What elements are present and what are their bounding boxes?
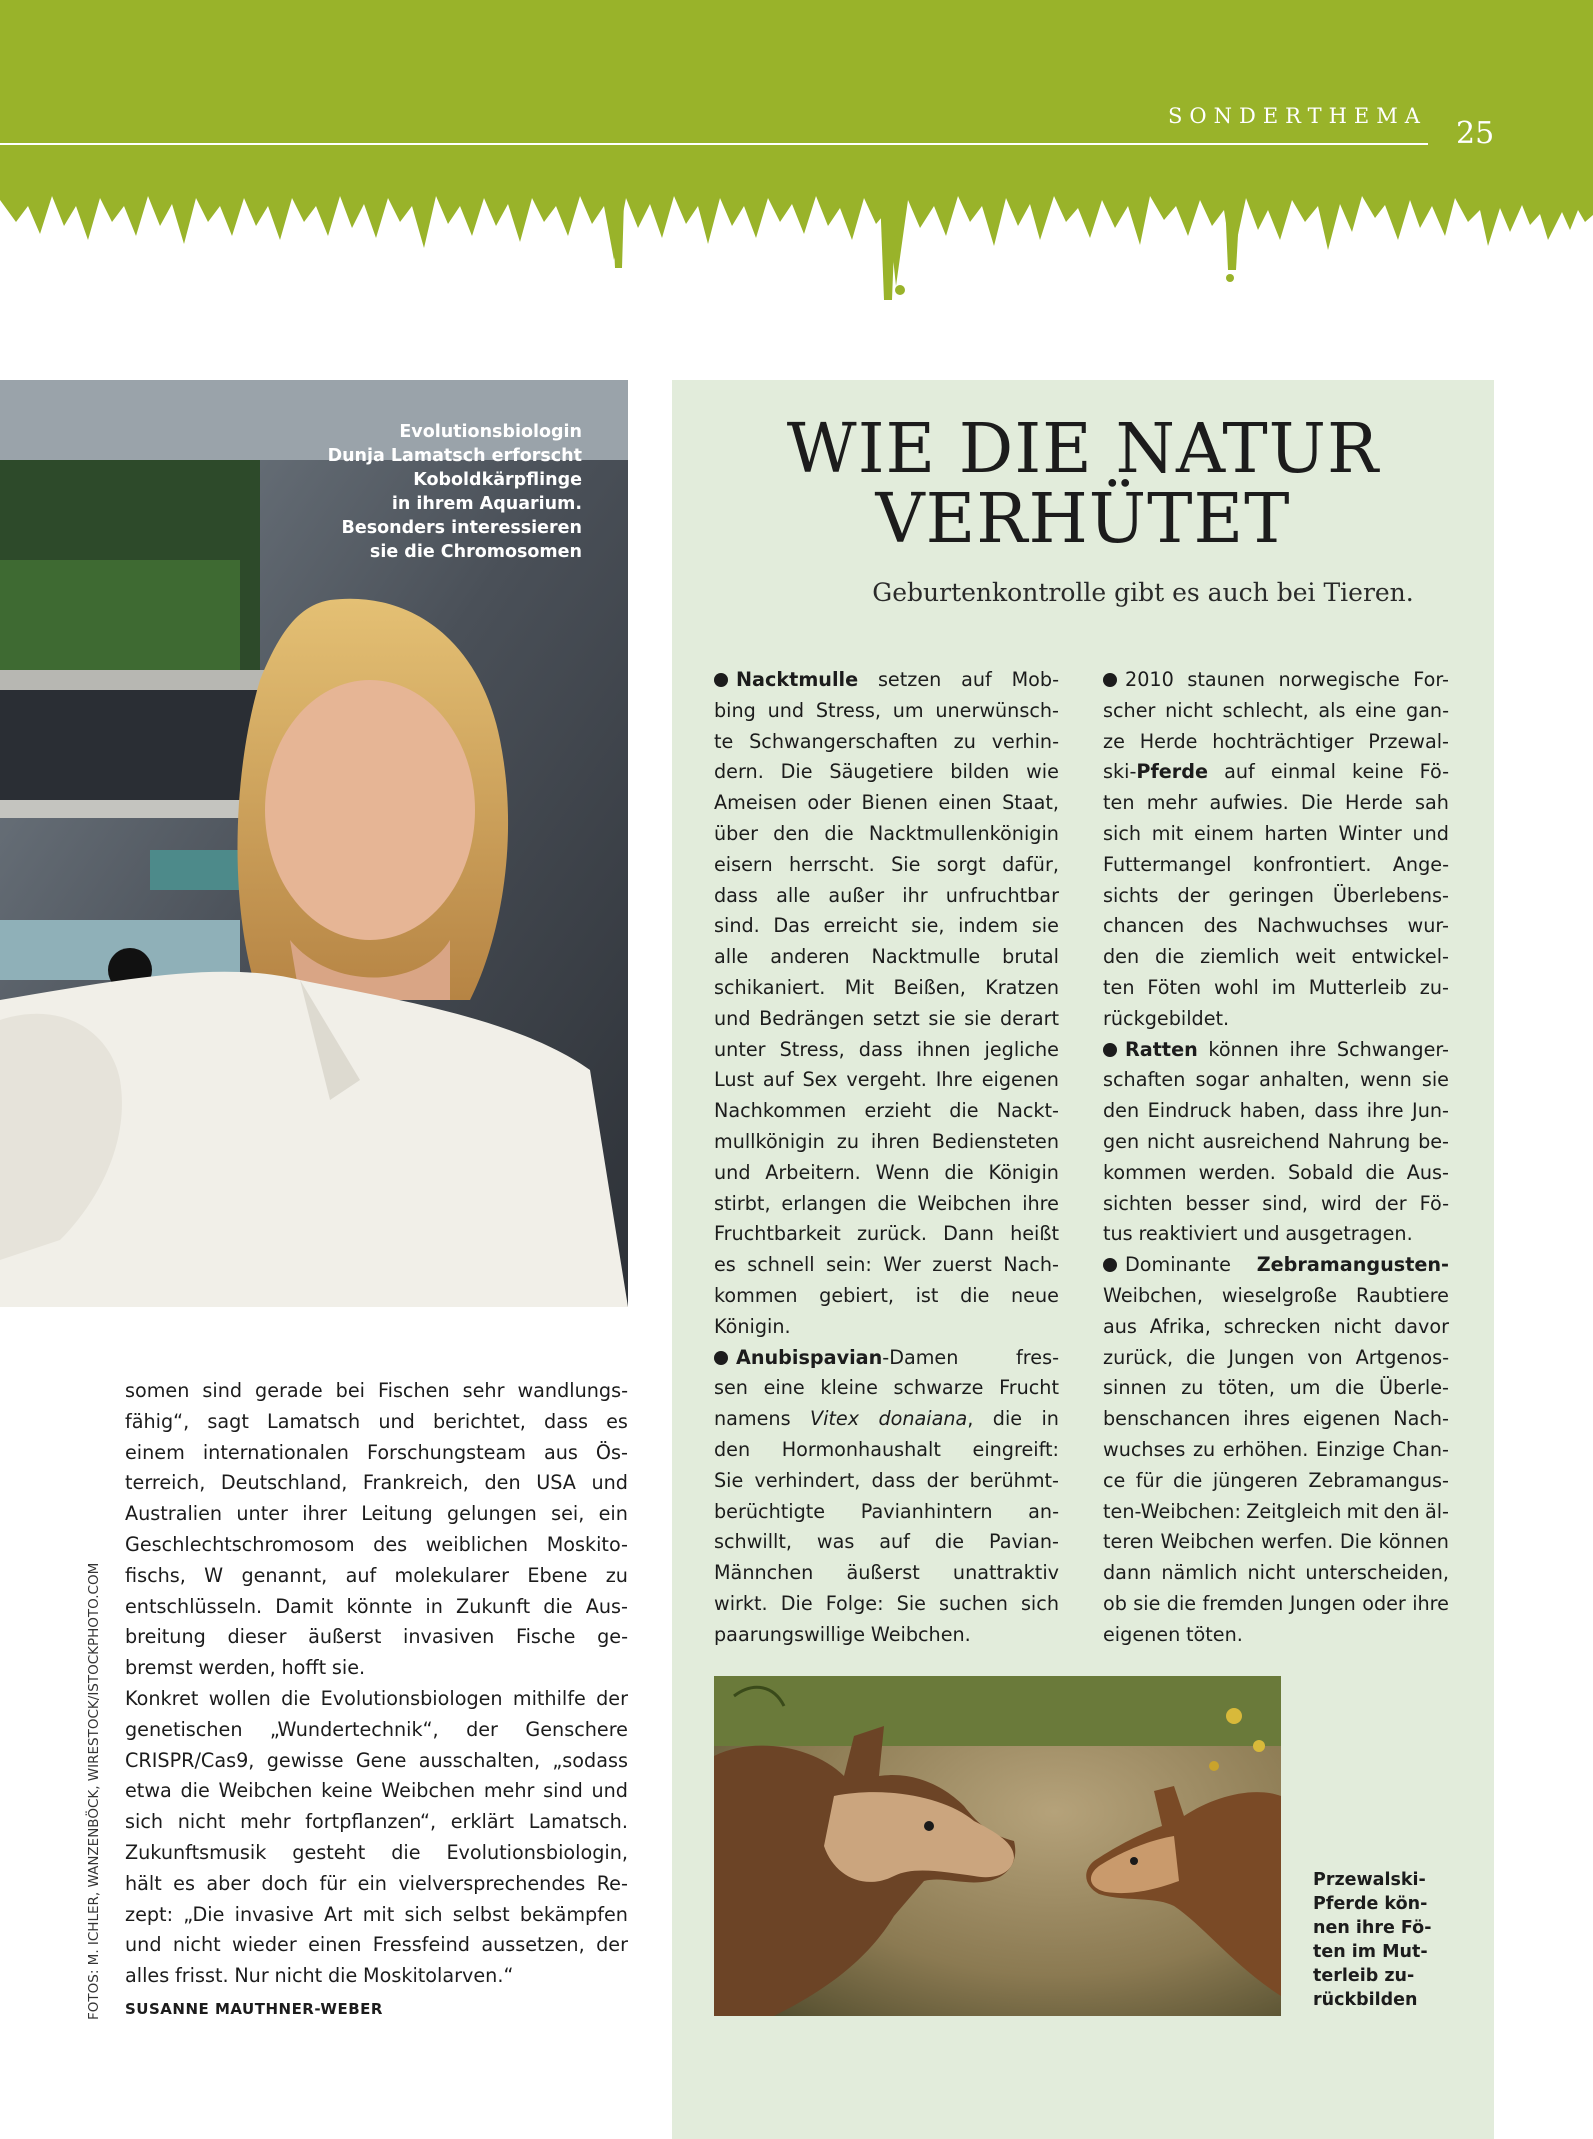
box-title (672, 410, 1494, 559)
text-line: bremst werden, hofft sie. (125, 1656, 366, 1680)
text-line (1103, 1250, 1449, 1281)
text-line: Lust auf Sex vergeht. Ihre eigenen (714, 1068, 1059, 1092)
text-line: und Arbeitern. Wenn die Königin (714, 1160, 1059, 1184)
text-line: mullkönigin zu ihren Bediensteten (714, 1129, 1059, 1153)
text-line: alle anderen Nacktmulle brutal (714, 945, 1059, 969)
text-line: tus reaktiviert und ausgetragen. (1103, 1222, 1413, 1246)
text-line: und Bedrängen setzt sie sie derart (714, 1006, 1059, 1030)
text-line: ten mehr aufwies. Die Herde sah (1103, 791, 1449, 815)
text-line: Futtermangel konfrontiert. Ange- (1103, 852, 1449, 876)
text-line: te Schwangerschaften zu verhin- (714, 729, 1059, 753)
bullet-dot (1103, 1035, 1198, 1066)
text-line: CRISPR/Cas9, gewisse Gene ausschalten, „sodass (125, 1748, 628, 1772)
text-line: dern. Die Säugetiere bilden wie (714, 760, 1059, 784)
text-line: sind. Das erreicht sie, indem sie (714, 914, 1059, 938)
text-line: terreich, Deutschland, Frankreich, den USA und (125, 1471, 628, 1495)
text-line: Nachkommen erzieht die Nackt- (714, 1099, 1059, 1123)
bullet-dot (714, 665, 858, 696)
text-line: chancen des Nachwuchses wur- (1103, 914, 1449, 938)
keyword: Zebramangusten- (1256, 1253, 1449, 1277)
author-byline: SUSANNE MAUTHNER-WEBER (125, 2000, 383, 2018)
box-column-1 (714, 665, 1059, 1651)
text-line: ce für die jüngeren Zebramangus- (1103, 1468, 1449, 1492)
section-label: SONDERTHEMA (1168, 104, 1427, 128)
text-line: fähig“, sagt Lamatsch und berichtet, dass es (125, 1409, 628, 1433)
bullet-dot: Dominante (1103, 1250, 1231, 1281)
header-band (0, 0, 1593, 330)
text-line: 2010 staunen norwegische For- (1103, 665, 1449, 696)
text-line: wirkt. Die Folge: Sie suchen sich (714, 1591, 1059, 1615)
text-line: ob sie die fremden Jungen oder ihre (1103, 1591, 1449, 1615)
grass-band-graphic (0, 0, 1593, 330)
text-line: dann nämlich nicht unterscheiden, (1103, 1561, 1449, 1585)
bullet-dot: 2010 (1103, 665, 1174, 696)
caption-line: Dunja Lamatsch erforscht (327, 446, 582, 466)
text-line: und nicht wieder einen Fressfeind aussetzen, der (125, 1933, 628, 1957)
text-line: ze Herde hochträchtiger Przewal- (1103, 729, 1449, 753)
article-left-column (125, 1376, 628, 1992)
text-line: aus Afrika, schrecken nicht davor (1103, 1314, 1449, 1338)
page-number: 25 (1456, 116, 1495, 151)
text-line: ten Föten wohl im Mutterleib zu- (1103, 975, 1449, 999)
text-line: den Hormonhaushalt eingreift: (714, 1437, 1059, 1461)
text-line: es schnell sein: Wer zuerst Nach- (714, 1253, 1059, 1277)
text-line: etwa die Weibchen keine Weibchen mehr sind und (125, 1779, 628, 1803)
horse-caption (1313, 1868, 1432, 2012)
caption-line: nen ihre Fö- (1313, 1918, 1432, 1938)
photo-credits: FOTOS: M. ICHLER, WANZENBÖCK, WIRESTOCK/ISTOCKPHOTO.COM (86, 1562, 102, 2020)
caption-line: terleib zu- (1313, 1966, 1415, 1986)
caption-line: Przewalski- (1313, 1870, 1426, 1890)
text-line: hält es aber doch für ein vielversprechendes Re- (125, 1871, 628, 1895)
text-line: schwillt, was auf die Pavian- (714, 1530, 1059, 1554)
caption-line: Pferde kön- (1313, 1894, 1428, 1914)
text-line: Ameisen oder Bienen einen Staat, (714, 791, 1059, 815)
text-line: den die ziemlich weit entwickel- (1103, 945, 1449, 969)
text-line: Sie verhindert, dass der berühmt- (714, 1468, 1059, 1492)
text-line: sichten besser sind, wird der Fö- (1103, 1191, 1449, 1215)
text-line: ski-Pferde auf einmal keine Fö- (1103, 760, 1449, 784)
text-line: den Eindruck haben, dass ihre Jun- (1103, 1099, 1449, 1123)
text-line: Geschlechtschromosom des weiblichen Moskito- (125, 1532, 628, 1556)
bullet-dot: Anubispavian-Damen (714, 1343, 958, 1374)
keyword: Pferde (1136, 760, 1209, 784)
text-line: eisern herrscht. Sie sorgt dafür, (714, 852, 1059, 876)
text-line: wuchses zu erhöhen. Einzige Chan- (1103, 1437, 1449, 1461)
text-line: rückgebildet. (1103, 1006, 1230, 1030)
text-line: zurück, die Jungen von Artgenos- (1103, 1345, 1449, 1369)
text-line: benschancen ihres eigenen Nach- (1103, 1407, 1449, 1431)
text-line: unter Stress, dass ihnen jegliche (714, 1037, 1059, 1061)
text-line: einem internationalen Forschungsteam aus Ös- (125, 1440, 628, 1464)
caption-line: sie die Chromosomen (369, 542, 582, 562)
caption-line: in ihrem Aquarium. (391, 494, 582, 514)
text-line: Fruchtbarkeit zurück. Dann heißt (714, 1222, 1059, 1246)
text-line: Australien unter ihrer Leitung gelungen sei, ein (125, 1502, 628, 1526)
keyword: Anubispavian (736, 1345, 883, 1369)
box-title-line: WIE DIE NATUR (786, 410, 1380, 489)
text-line: scher nicht schlecht, als eine gan- (1103, 698, 1449, 722)
box-title-line: VERHÜTET (875, 480, 1291, 559)
text-line: paarungswillige Weibchen. (714, 1622, 971, 1646)
keyword: Nacktmulle (736, 668, 859, 691)
text-line: sich nicht mehr fortpflanzen“, erklärt Lamatsch. (125, 1810, 628, 1834)
text-line: bing und Stress, um unerwünsch- (714, 698, 1059, 722)
text-line: sich mit einem harten Winter und (1103, 821, 1449, 845)
text-line: zept: „Die invasive Art mit sich selbst bekämpfen (125, 1902, 628, 1926)
horse-photo-illustration (714, 1676, 1281, 2016)
text-line: breitung dieser äußerst invasiven Fische ge- (125, 1625, 628, 1649)
text-line: somen sind gerade bei Fischen sehr wandlungs- (125, 1379, 628, 1402)
text-line: über den die Nacktmullenkönigin (714, 821, 1059, 845)
keyword: Ratten (1125, 1037, 1198, 1061)
caption-line: Besonders interessieren (341, 518, 582, 538)
text-line: fischs, W genannt, auf molekularer Ebene zu (125, 1563, 628, 1587)
caption-line: ten im Mut- (1313, 1942, 1428, 1962)
text-line: Anubispavian-Damen fres- (714, 1343, 1059, 1374)
text-line: alles frisst. Nur nicht die Moskitolarven.“ (125, 1964, 514, 1988)
caption-line: Koboldkärpflinge (413, 470, 582, 490)
text-line: gen nicht ausreichend Nahrung be- (1103, 1129, 1449, 1153)
text-line: berüchtigte Pavianhintern an- (714, 1499, 1059, 1523)
text-line: schikaniert. Mit Beißen, Kratzen (714, 975, 1059, 999)
text-line: Nacktmulle setzen auf Mob- (714, 665, 1059, 696)
text-line: schaften sogar anhalten, wenn sie (1103, 1068, 1449, 1092)
text-line: Weibchen, wieselgroße Raubtiere (1103, 1283, 1449, 1307)
text-line: kommen gebiert, ist die neue (714, 1283, 1059, 1307)
text-line: genetischen „Wundertechnik“, der Genschere (125, 1717, 628, 1741)
text-line: teren Weibchen werfen. Die können (1103, 1530, 1449, 1554)
text-line: ten-Weibchen: Zeitgleich mit den äl- (1103, 1499, 1449, 1523)
text-line: stirbt, erlangen die Weibchen ihre (714, 1191, 1059, 1215)
text-line: Konkret wollen die Evolutionsbiologen mithilfe der (125, 1686, 628, 1710)
box-column-2 (1103, 665, 1449, 1651)
text-line: Zukunftsmusik gesteht die Evolutionsbiologin, (125, 1840, 628, 1864)
caption-line: Evolutionsbiologin (399, 422, 582, 442)
text-line: namens Vitex donaiana, die in (714, 1407, 1059, 1431)
photo-caption (300, 420, 582, 564)
text-line: entschlüsseln. Damit könnte in Zukunft die Aus- (125, 1594, 628, 1618)
text-line: Königin. (714, 1314, 791, 1338)
text-line: sinnen zu töten, um die Überle- (1103, 1376, 1449, 1400)
text-line: kommen werden. Sobald die Aus- (1103, 1160, 1449, 1184)
photo-przewalski-horses (714, 1676, 1281, 2016)
text-line: Männchen äußerst unattraktiv (714, 1561, 1059, 1585)
text-line: dass alle außer ihr unfruchtbar (714, 883, 1059, 907)
text-line: Ratten können ihre Schwanger- (1103, 1035, 1449, 1066)
header-rule (0, 143, 1428, 145)
caption-line: rückbilden (1313, 1990, 1418, 2010)
text-line: sichts der geringen Überlebens- (1103, 883, 1449, 907)
text-line: sen eine kleine schwarze Frucht (714, 1376, 1059, 1400)
text-line: eigenen töten. (1103, 1622, 1243, 1646)
box-subtitle: Geburtenkontrolle gibt es auch bei Tieren. (872, 578, 1414, 607)
